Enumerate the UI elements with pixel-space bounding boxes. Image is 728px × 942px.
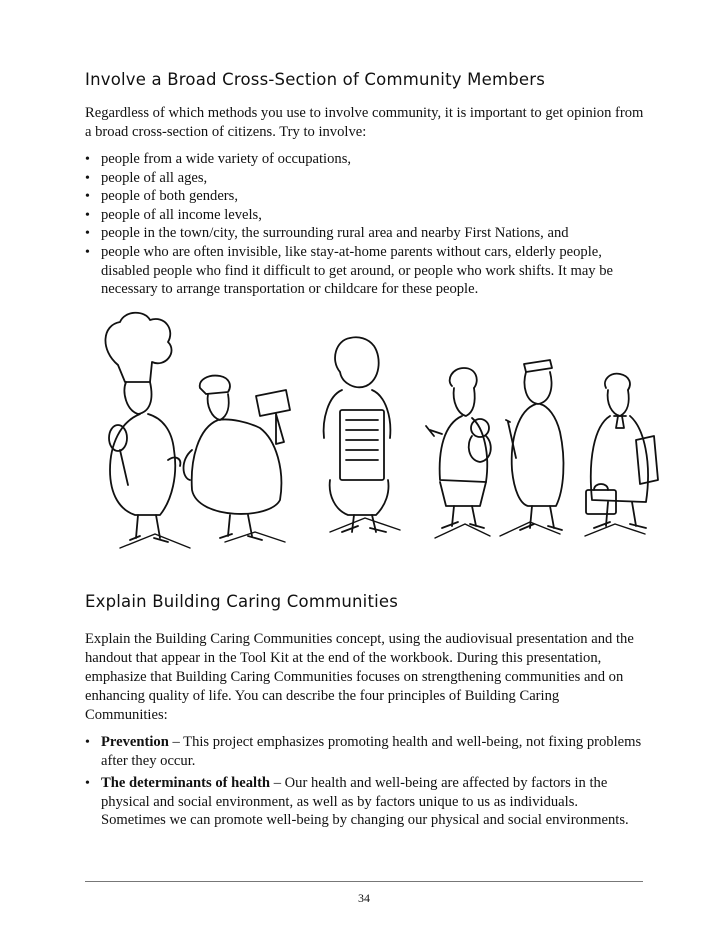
bullet-icon [85,150,97,170]
list-item: • Prevention – This project emphasizes promoting health and well-being, not fixing problems after they occur. [85,733,645,770]
section2-bullet-list [85,733,645,834]
nurse-figure [506,360,563,530]
list-item: • people of all ages, [85,169,645,188]
bullet-icon [85,243,97,263]
bullet-icon [85,206,97,226]
list-item: • The determinants of health – Our health and well-being are affected by factors in the physical and social environment, as well as by factors unique to us as individuals. Sometimes we can promote well-being by changing our physical and social environments. [85,774,645,830]
footer-divider [85,881,643,882]
bullet-icon [85,169,97,189]
list-item: • people who are often invisible, like stay-at-home parents without cars, elderly people, disabled people who find it difficult to get around, or people who work shifts. It may be necessary to arrange transportation or childcare for these people. [85,243,645,299]
section2-intro: Explain the Building Caring Communities concept, using the audiovisual presentation and the handout that appear in the Tool Kit at the end of the workbook. During this presentation, emphasize that Building Caring Communities focuses on strengthening communities and on enhancing quality of life. You can describe the four principles of Building Caring Communities: [85,631,634,723]
graduate-figure [184,376,291,540]
list-item: • people of all income levels, [85,206,645,225]
community-members-illustration [80,310,660,560]
page-number: 34 [358,891,370,905]
ground-shadows [120,518,645,548]
bullet-icon [85,224,97,244]
bullet-icon [85,774,97,794]
businessman-figure [586,374,658,528]
list-item: • people from a wide variety of occupations, [85,150,645,169]
section-heading-explain: Explain Building Caring Communities [85,592,399,611]
bullet-icon [85,733,97,753]
list-item: • people of both genders, [85,187,645,206]
section1-intro: Regardless of which methods you use to involve community, it is important to get opinion from a broad cross-section of citizens. Try to involve: [85,105,644,140]
reader-figure [324,337,391,532]
parent-with-baby-figure [426,368,491,528]
chef-figure [105,313,180,542]
list-item: • people in the town/city, the surrounding rural area and nearby First Nations, and [85,224,645,243]
bullet-icon [85,187,97,207]
section-heading-involve: Involve a Broad Cross-Section of Community Members [85,70,546,89]
section1-bullet-list [85,150,645,299]
